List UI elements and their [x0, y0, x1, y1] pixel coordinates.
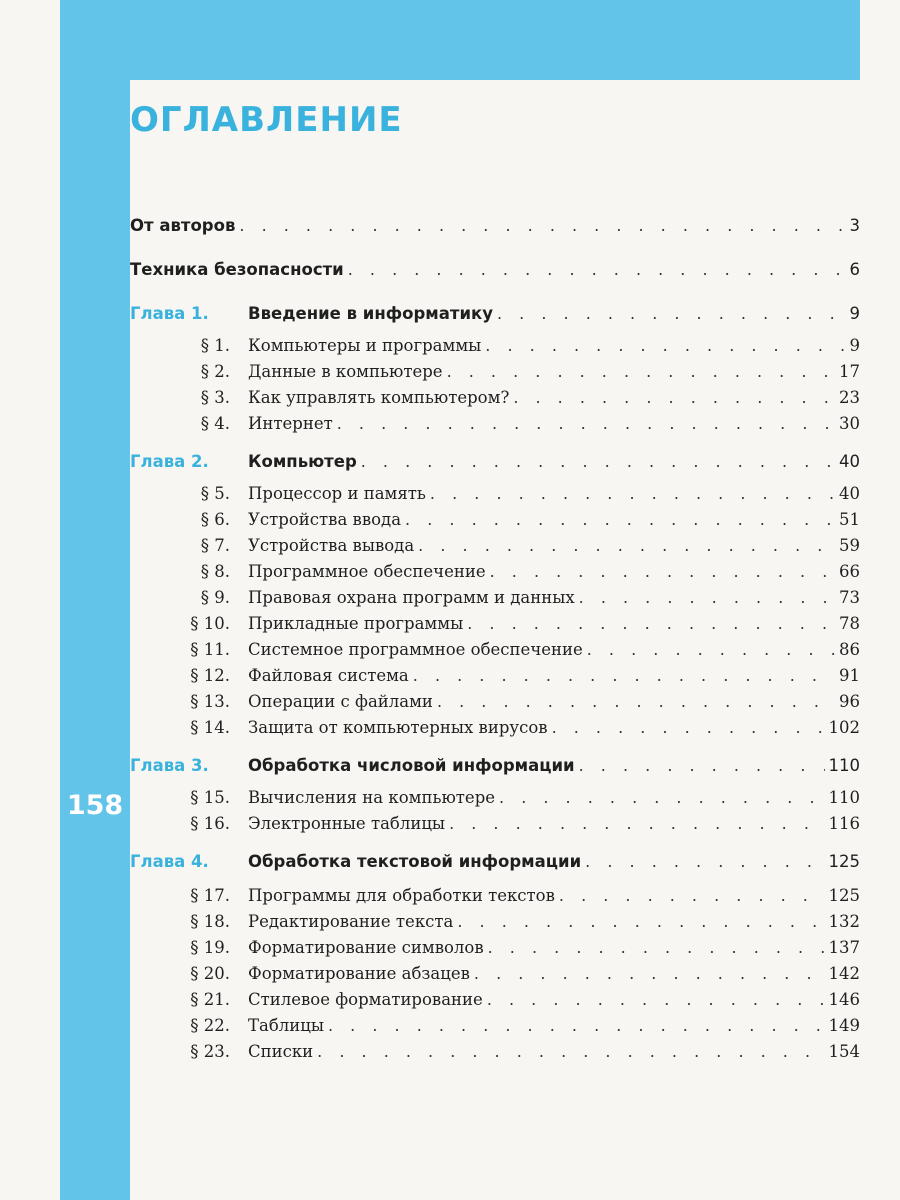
toc-chapter-2[interactable] [130, 452, 860, 471]
section-number: § 8. [200, 562, 230, 581]
section-number: § 5. [200, 484, 230, 503]
section-number: § 13. [190, 692, 230, 711]
section-number: § 14. [190, 718, 230, 737]
entry-title: Техника безопасности [130, 260, 344, 279]
dot-leader [437, 692, 835, 711]
section-page: 91 [839, 666, 860, 685]
toc-section[interactable] [130, 484, 860, 503]
section-number: § 9. [200, 588, 230, 607]
dot-leader [413, 666, 835, 685]
section-title: Системное программное обеспечение [248, 640, 583, 659]
section-title: Списки [248, 1042, 314, 1061]
section-title: Данные в компьютере [248, 362, 443, 381]
toc-section[interactable] [130, 1016, 860, 1035]
toc-section[interactable] [130, 912, 860, 931]
section-title: Правовая охрана программ и данных [248, 588, 575, 607]
section-number: § 17. [190, 886, 230, 905]
toc-section[interactable] [130, 692, 860, 711]
toc-chapter-1[interactable] [130, 304, 860, 323]
section-number: § 12. [190, 666, 230, 685]
entry-title: От авторов [130, 216, 236, 235]
chapter-title: Обработка числовой информации [248, 756, 575, 775]
section-title: Как управлять компьютером? [248, 388, 510, 407]
dot-leader [467, 614, 835, 633]
toc-section[interactable] [130, 614, 860, 633]
dot-leader [488, 938, 825, 957]
left-margin-bar [60, 0, 130, 1200]
toc-section[interactable] [130, 938, 860, 957]
section-title: Стилевое форматирование [248, 990, 483, 1009]
section-title: Программное обеспечение [248, 562, 486, 581]
chapter-page: 9 [849, 304, 860, 323]
section-page: 51 [839, 510, 860, 529]
dot-leader [579, 756, 825, 775]
dot-leader [497, 304, 846, 323]
section-number: § 11. [190, 640, 230, 659]
dot-leader [485, 336, 845, 355]
section-page: 142 [828, 964, 860, 983]
section-page: 86 [839, 640, 860, 659]
toc-section[interactable] [130, 886, 860, 905]
chapter-title: Компьютер [248, 452, 357, 471]
section-title: Форматирование абзацев [248, 964, 470, 983]
toc-chapter-4[interactable] [130, 852, 860, 871]
entry-page: 3 [849, 216, 860, 235]
toc-chapter-3[interactable] [130, 756, 860, 775]
section-title: Компьютеры и программы [248, 336, 482, 355]
section-title: Электронные таблицы [248, 814, 446, 833]
chapter-title: Введение в информатику [248, 304, 493, 323]
section-number: § 20. [190, 964, 230, 983]
dot-leader [513, 388, 835, 407]
section-page: 23 [839, 388, 860, 407]
dot-leader [361, 452, 835, 471]
section-page: 73 [839, 588, 860, 607]
section-title: Редактирование текста [248, 912, 454, 931]
section-page: 9 [849, 336, 860, 355]
dot-leader [239, 216, 845, 235]
toc-section[interactable] [130, 562, 860, 581]
toc-section[interactable] [130, 362, 860, 381]
section-number: § 21. [190, 990, 230, 1009]
chapter-page: 110 [828, 756, 860, 775]
dot-leader [552, 718, 825, 737]
section-title: Операции с файлами [248, 692, 433, 711]
section-page: 125 [828, 886, 860, 905]
chapter-page: 125 [828, 852, 860, 871]
dot-leader [328, 1016, 825, 1035]
section-page: 17 [839, 362, 860, 381]
dot-leader [348, 260, 846, 279]
dot-leader [457, 912, 824, 931]
section-page: 110 [828, 788, 860, 807]
dot-leader [490, 562, 835, 581]
section-number: § 15. [190, 788, 230, 807]
section-title: Интернет [248, 414, 333, 433]
section-number: § 23. [190, 1042, 230, 1061]
dot-leader [430, 484, 835, 503]
section-title: Процессор и память [248, 484, 426, 503]
toc-section[interactable] [130, 536, 860, 555]
section-title: Устройства ввода [248, 510, 402, 529]
chapter-label: Глава 4. [130, 852, 209, 871]
section-page: 149 [828, 1016, 860, 1035]
dot-leader [487, 990, 825, 1009]
section-page: 78 [839, 614, 860, 633]
dot-leader [449, 814, 824, 833]
toc-section[interactable] [130, 336, 860, 355]
dot-leader [587, 640, 835, 659]
section-number: § 6. [200, 510, 230, 529]
section-page: 40 [839, 484, 860, 503]
section-title: Форматирование символов [248, 938, 484, 957]
dot-leader [418, 536, 835, 555]
section-number: § 3. [200, 388, 230, 407]
toc-entry-authors[interactable] [130, 216, 860, 235]
toc-section[interactable] [130, 588, 860, 607]
toc-section[interactable] [130, 1042, 860, 1061]
chapter-page: 40 [839, 452, 860, 471]
dot-leader [579, 588, 835, 607]
section-title: Защита от компьютерных вирусов [248, 718, 548, 737]
page-number: 158 [66, 790, 124, 821]
toc-section[interactable] [130, 718, 860, 737]
section-number: § 19. [190, 938, 230, 957]
section-number: § 1. [200, 336, 230, 355]
chapter-title: Обработка текстовой информации [248, 852, 582, 871]
toc-section[interactable] [130, 510, 860, 529]
page-title: ОГЛАВЛЕНИЕ [130, 100, 403, 140]
toc-section[interactable] [130, 666, 860, 685]
section-title: Прикладные программы [248, 614, 464, 633]
dot-leader [474, 964, 825, 983]
entry-page: 6 [849, 260, 860, 279]
section-page: 137 [828, 938, 860, 957]
toc-section[interactable] [130, 814, 860, 833]
toc-section[interactable] [130, 388, 860, 407]
dot-leader [447, 362, 835, 381]
toc-section[interactable] [130, 414, 860, 433]
section-title: Программы для обработки текстов [248, 886, 555, 905]
section-title: Устройства вывода [248, 536, 415, 555]
toc-entry-safety[interactable] [130, 260, 860, 279]
section-page: 59 [839, 536, 860, 555]
section-number: § 4. [200, 414, 230, 433]
chapter-label: Глава 2. [130, 452, 209, 471]
section-page: 154 [828, 1042, 860, 1061]
section-page: 116 [828, 814, 860, 833]
section-page: 132 [828, 912, 860, 931]
chapter-label: Глава 1. [130, 304, 209, 323]
section-title: Таблицы [248, 1016, 324, 1035]
toc-section[interactable] [130, 788, 860, 807]
section-number: § 18. [190, 912, 230, 931]
dot-leader [337, 414, 835, 433]
section-number: § 7. [200, 536, 230, 555]
dot-leader [585, 852, 824, 871]
top-header-bar [60, 0, 860, 80]
section-page: 146 [828, 990, 860, 1009]
dot-leader [317, 1042, 824, 1061]
dot-leader [405, 510, 835, 529]
section-page: 30 [839, 414, 860, 433]
section-number: § 10. [190, 614, 230, 633]
toc-section[interactable] [130, 640, 860, 659]
section-number: § 22. [190, 1016, 230, 1035]
toc-section[interactable] [130, 964, 860, 983]
toc-section[interactable] [130, 990, 860, 1009]
section-title: Файловая система [248, 666, 409, 685]
chapter-label: Глава 3. [130, 756, 209, 775]
section-page: 96 [839, 692, 860, 711]
section-page: 66 [839, 562, 860, 581]
section-number: § 2. [200, 362, 230, 381]
section-page: 102 [828, 718, 860, 737]
section-number: § 16. [190, 814, 230, 833]
dot-leader [559, 886, 825, 905]
dot-leader [499, 788, 824, 807]
section-title: Вычисления на компьютере [248, 788, 496, 807]
